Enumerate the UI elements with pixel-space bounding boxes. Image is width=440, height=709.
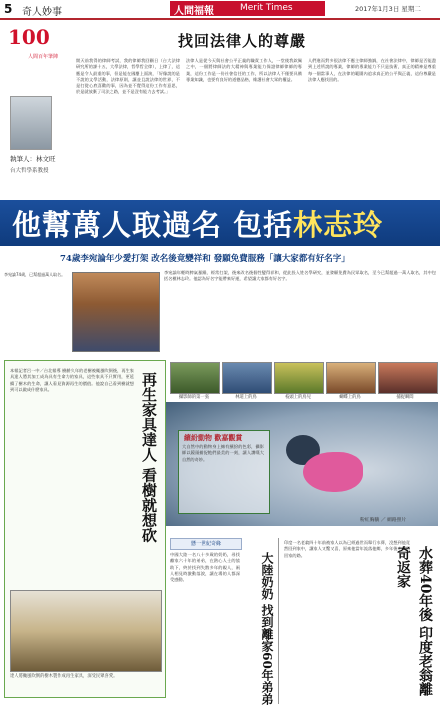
story-tag: 懸一世紀奇緣 [170,538,242,550]
thumbnail-caption: 捕捉瞬間 [396,395,414,400]
sidebar-headline: 再生家具達人 看樹就想砍 [140,372,158,543]
feature-headline-name: 林志玲 [293,208,384,242]
paper-name-en: Merit Times [240,3,293,13]
thumbnail-photo [326,362,376,394]
story-body: 李宛論年輕時脾氣暴躁、經常打架，後來改名後個性變得祥和，從此投入姓名學研究，並發願免費為民眾取名，至今已幫超過一萬人取名，其中包括名模林志玲。他認為好名字能帶來好運，希望讓大家都有好名字。 [164,270,436,282]
page-number: 5 [4,2,13,16]
masthead [170,1,325,16]
bird-body-shape [303,452,363,492]
bird-feature-title: 繽紛動物 歡嘉觀賞 [184,434,243,442]
story-body: 中國大陸一名八十多歲的奶奶，尋找離家六十年的弟弟，在熱心人士的協助下，終於找到失散多年的親人，兩人相見時激動落淚，讓在場的人都深受感動。 [170,552,240,583]
thumbnail-photo [378,362,438,394]
article-headline: 找回法律人的尊嚴 [178,32,307,50]
issue-date: 2017年1月3日 星期二 [355,5,421,13]
column-divider [278,538,279,704]
article-column-1: 開天前我得的律師考試，我的律師我回顧日（台大法律研究所的課十五，大學法律，哲學哲全律），上律了，這應是令人最重的事，但是能在國慶上面演，「好像說的是不說的文學活動，法律原則，讓並且說法律的世界，不是打從心底喜歡的事，因為並不覺得這份工作有意思，於是就放棄了司法之路，並不是沒有能力去考試。」 [76,58,180,95]
person-photo [72,272,160,352]
bird-photo-caption: 粉紅胸鶲 ／ 網路照片 [360,518,407,523]
thumbnail-caption: 蝴蝶上的鳥 [339,395,361,400]
thumbnail-photo [222,362,272,394]
article-column-2: 法律人是從今天與社會公平正義的職責工作人，一堂使我欽佩之中，一個將律師法的大精神與專業能力保證律師律師的專業，這份工作是一份社會信任的工作，所以法律人不僅要具備專業知識，也要有良好的道德品格，維護社會大眾的權益。 [186,58,302,82]
column-logo-subtitle: 人間百年筆陣 [28,54,59,60]
column-logo-number: 100 [8,25,50,49]
furniture-photo [10,590,162,672]
story-body: 印度一名老翁四十年前被家人以為已經過世而舉行水葬，沒想到他竟然回到家中，讓家人又驚又喜，原來他當年流落他鄉，多年後才找到回家的路。 [284,540,410,558]
story-caption: 李宛論74歲，已幫超過萬人取名。 [4,272,66,277]
thumbnail-caption: 攝影師的第一張 [178,395,210,400]
story-headline: 大陸奶奶 找到離家60年弟弟 [260,552,274,705]
thumbnail-caption: 林道上的鳥 [235,395,257,400]
article-column-3: 人們進而對多很法律不應主律師強調，在社會法律中，律師是否能盡到上述所說的專業，律師的專業能力不只是技術，真正的精神是尊重每一個當事人，在法律的範圍內追求真正的公平與正義，這份尊嚴是法律人應找回的。 [308,58,436,82]
author-name: 執筆人：林文旺 [10,155,56,163]
thumbnail-photo [274,362,324,394]
feature-headline [12,203,383,244]
section-title: 奇人妙事 [22,7,62,18]
thumbnail-caption: 枝頭上的鳥兒 [285,395,311,400]
bird-feature-body: 大自然中的動物身上擁有繽紛的色彩，攝影師以鏡頭捕捉牠們最美的一刻，讓人讚嘆大自然的奇妙。 [182,444,264,462]
thumbnail-photo [170,362,220,394]
author-photo [10,96,52,150]
sidebar-body: 本報記者呂一中／台北報導 樹齡久年的老樹被颱風吹倒後，再生家具達人將其加工成為具有生命力的家具，這些家具不只實用，更延續了樹木的生命，讓人看見資源再生的價值。他說自己看到樹就想到可以做成什麼家具。 [10,368,134,392]
author-title: 台大哲學系教授 [10,168,49,174]
sidebar-photo-caption: 達人將颱風吹倒的樹木製作成再生家具，深受民眾喜愛。 [10,674,118,679]
feature-headline-main: 他幫萬人取過名 包括 [12,208,294,242]
paper-name: 人間福報 [174,6,214,17]
story-headline: 水葬40年後 印度老翁離奇返家 [395,546,433,697]
feature-subheadline: 74歲李宛論年少愛打架 改名後竟變祥和 發願免費服務「讓大家都有好名字」 [60,254,350,264]
